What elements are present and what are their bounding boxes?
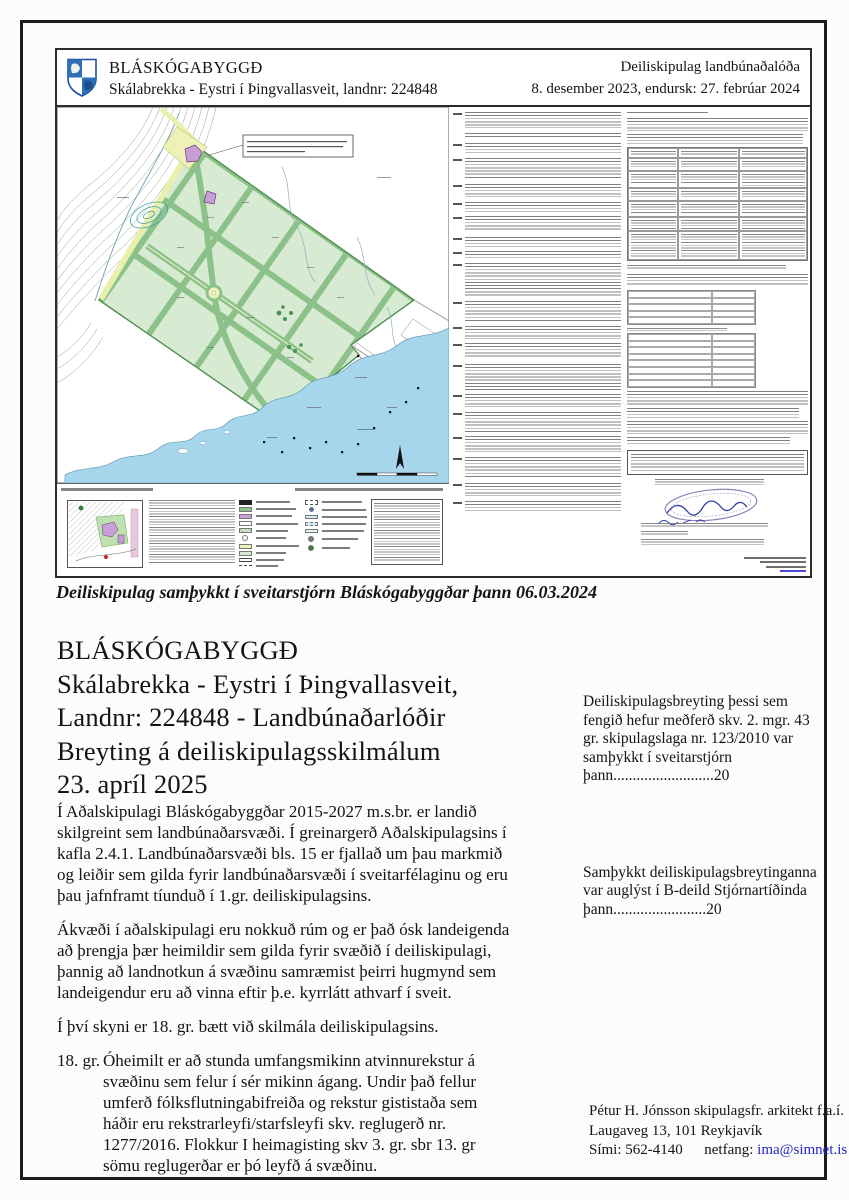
document-body [57,801,515,1176]
assessment-matrix-table [627,147,808,261]
architect-footer [589,1102,847,1161]
boxed-clause [627,450,808,475]
email-label: netfang: [704,1142,754,1158]
paragraph-3: Í því skyni er 18. gr. bætt við skilmála deiliskipulagsins. [57,1017,439,1036]
map-footer-strip [57,483,449,496]
small-table-2 [627,333,756,388]
architect-address: Laugaveg 13, 101 Reykjavík [589,1122,763,1139]
map-note-box [243,135,353,157]
title-line-subject: Breyting á deiliskipulagsskilmálum [57,735,441,766]
island [178,449,188,454]
island [200,441,206,444]
approval-2-body: Samþykkt deiliskipulagsbreytinganna var auglýst í B-deild Stjórnartíðinda [583,863,817,899]
paragraph-2: Ákvæði í aðalskipulagi eru nokkuð rúm og er það ósk landeigenda að þrengja þær heimildir sem gilda fyrir svæðið í deiliskipulagi, þannig að landnotkun á svæðinu samræmist þeirri hugmynd sem landeigendur eru að vinna eftir þ.e. kyrrlátt athvarf í sveit. [57,920,510,1002]
approval-1-body: Deiliskipulagsbreyting þessi sem fengið hefur meðferð skv. 2. mgr. 43 gr. skipulagslaga nr. 123/2010 var samþykkt í sveitarstjórn [583,693,810,766]
clause-label: 18. gr. [57,1051,100,1070]
map-scale-microtext [61,488,153,491]
approval-statements [583,693,821,919]
plan-report-column [627,112,808,574]
legend-numbered-notes-box [371,499,443,565]
scale-bar [357,473,437,475]
location-inset-map [67,500,143,568]
legend-column-2 [305,500,367,553]
plan-approval-caption: Deiliskipulag samþykkt í sveitarstjórn Bláskógabyggðar þann 06.03.2024 [56,582,598,602]
handwritten-signature [667,501,747,515]
embedded-plan-sheet [55,48,812,578]
approval-statement-2 [583,864,821,920]
plan-title-right [531,57,800,101]
approval-statement-1 [583,693,821,786]
approval-2-dateline: þann........................20 [583,900,722,918]
small-table-1 [627,290,756,325]
title-line-date: 23. apríl 2025 [57,769,208,799]
plan-site-line: Skálabrekka - Eystri í Þingvallasveit, landnr: 224848 [109,81,438,99]
plan-conditions-column [453,112,621,574]
island [224,431,230,434]
paragraph-1: Í Aðalskipulagi Bláskógabyggðar 2015-2027 m.s.br. er landið skilgreint sem landbúnaðarsvæði. Í greinargerð Aðalskipulagsins í kafla 2.4.1. Landbúnaðarsvæði bls. 15 er fjallað um þau markmið og leiðir sem gilda fyrir landbúnaðarsvæði í sveitarfélaginu og eru þau jafnframt tíunduð í 1.gr. deiliskipulagsins. [57,802,508,905]
plan-header [57,50,810,107]
plan-municipality: BLÁSKÓGABYGGÐ [109,58,263,77]
legend-column-1 [239,500,299,569]
site-plan-map [57,107,449,483]
approval-1-dateline: þann..........................20 [583,767,730,784]
signature-stamp-block [627,479,808,537]
plan-doc-title: Deiliskipulag landbúnaðalóða [620,59,800,75]
plan-date-line: 8. desember 2023, endursk: 27. febrúar 2024 [531,80,800,97]
roundabout-center [212,291,216,295]
architect-phone: Sími: 562-4140 [589,1142,683,1158]
architect-name: Pétur H. Jónsson skipulagsfr. arkitekt f.a.í. [589,1103,844,1119]
clause-18 [57,1050,515,1176]
plan-title-left [109,56,437,101]
municipality-coat-of-arms-icon [66,58,98,103]
clause-text: Óheimilt er að stunda umfangsmikinn atvinnurekstur á svæðinu sem felur í sér mikinn ágang. Undir það fellur umferð fólksflutningabifreiða og rekstur gististaða sem háðir eru rekstrarleyfi/starfsleyfi skv. reglugerð nr. 1277/2016. Flokkur I heimagisting skv 3. gr. sbr 13. gr sömu reglugerðar er þó leyfð á svæðinu. [103,1051,478,1175]
title-line-municipality: BLÁSKÓGABYGGÐ [57,635,299,665]
title-line-site: Skálabrekka - Eystri í Þingvallasveit, [57,668,459,699]
title-line-landnr: Landnr: 224848 - Landbúnaðarlóðir [57,702,446,732]
email-link[interactable]: ima@simnet.is [757,1142,848,1158]
legend-notes-microtext [149,500,235,564]
map-source-microtext [295,488,443,491]
architect-microaddress [736,554,806,572]
document-title-block [57,634,458,802]
architect-contact [589,1141,847,1161]
plan-legend-row [57,496,449,572]
